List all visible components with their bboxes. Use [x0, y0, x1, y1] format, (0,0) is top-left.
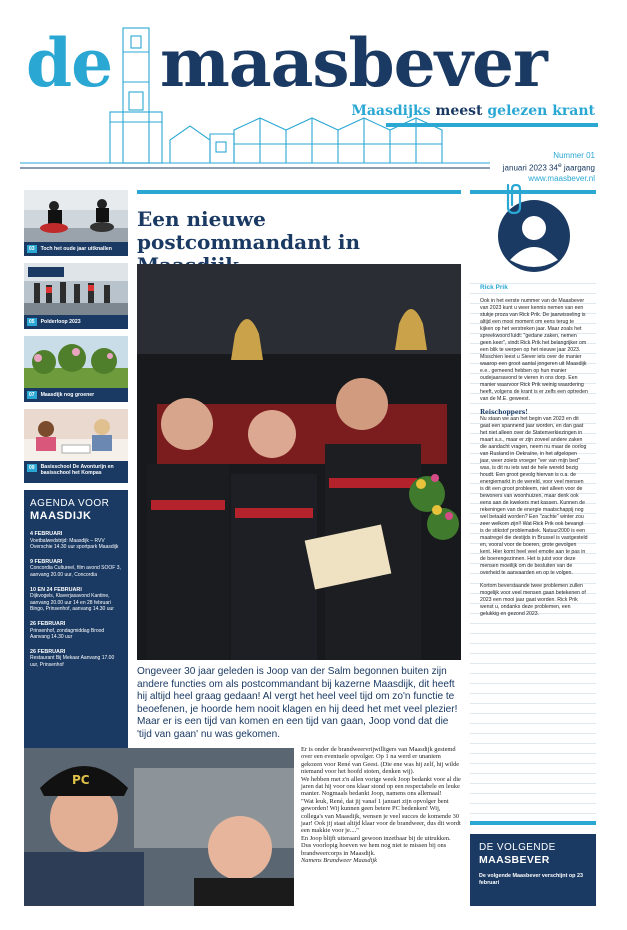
article-lead: Ongeveer 30 jaar geleden is Joop van der Salm begonnen buiten zijn andere functies om als postcommandant bij kazerne Maasdijk, dit heeft hij altijd heel graag gedaan! Al vergt het heel veel tijd om zo'n functie te beoefenen, je hoorde hem nooit klagen en hij deed het met veel plezier! Maar er is een tijd van komen en een tijd van gaan, Joop vond dat die 'tijd van gaan' nu was gekomen.	[137, 666, 458, 740]
column-rick-prik	[470, 190, 596, 825]
main-rule	[137, 190, 461, 194]
column-author: Rick Prik	[480, 284, 508, 291]
thumb-page-number: 05	[29, 319, 35, 325]
title-maasbever: maasbever	[160, 24, 547, 102]
title-de: de	[26, 24, 113, 102]
column-closing: Kortom beverstaande twee problemen zullen mogelijk voor veel mensen gaan betekenen of 2023 een mooi jaar gaat worden. Rick Prik wenst u, ondanks deze problemen, een gelukkig en gezond 2023.	[480, 583, 586, 617]
next-issue-title: DE VOLGENDE MAASBEVER	[479, 842, 556, 866]
column-bottom-rule	[470, 821, 596, 825]
thumb-page-number: 09	[29, 465, 35, 471]
column-intro: Ook in het eerste nummer van de Maasbever van 2023 kunt u weer kennis nemen van een stukje proza van Rick Prik. De jaarwisseling is altijd een mooi moment om eens terug te kijken op het verstreken jaar. Maar zoals het spreekwoord luidt: "gedane zaken, nemen geen keer", vindt Rick Prik het belangrijker om een blik te werpen op het nieuwe jaar 2023. Misschien leest u Siever iets over de manier waarop een groot aantal jongeren uit Maasdijk e.e.. gemeend hebben op hun manier oudejaarsavond te vieren in ons dorp. Een manier waarvoor Rick Prik weinig waardering heeft, volgens de krant is er zelfs een optreden van de M.E. geweest.	[480, 298, 588, 402]
body-paragraph: En Joop blijft uiteraard gewoon inzetbaar bij de uitrukken. Dus voorlopig hoeven we hem nog niet te missen bij ons brandweercorps in Maasdijk.	[301, 834, 451, 857]
tagline-pre: Maasdijks	[351, 103, 431, 119]
agenda-event: 10 EN 24 FEBRUARI Dijkvogels, Klaverjasavond Kantine, aanvang 20.00 uur 14 en 28 februari Bingo, Prinsenhof, aanvang 14.30 uur	[30, 586, 114, 613]
agenda-event: 26 FEBRUARI Prinsenhof, zondagmiddag Brood Aanvang 14.30 uur	[30, 620, 105, 641]
column-body: Nu staan we aan het begin van 2023 en dit gaat een spannend jaar worden, en dan gaat het niet alleen over de Statenverkiezingen in maart a.s., maar er zijn zoveel andere zaken die aandacht vragen, neem nu maar de oorlog van Rusland in Oekraïne, in het afgelopen jaar, weer zoiets vroeger "ver van mijn bed" was, is dit nu iets wat de hele wereld bezig houdt. Een groot gevolg hiervan is o.a. de energiemarkt in de wereld, voor veel mensen is dit een groot probleem, niet alleen voor de bewoners van woonhuizen, maar denk ook eens aan de kwekers met kassen. Kunnen de rekeningen van de energie maatschappij nog wel betaald worden? Een "zachte" winter zou zeer welkom zijn!! Wat Rick Prik ook bevangt is de stikstof problematiek. Natuur2000 is een maatregel die destijds in Brussel is vastgesteld en, vooral voor de boeren, grote gevolgen kent. Hier komt heel veel emotie aan te pas in de boerengezinnen. Het is juist voor deze mensen moeilijk om de besluiten van de overheid te aanvaarden en op te volgen.	[480, 416, 588, 576]
agenda-box	[24, 490, 128, 772]
agenda-event: 4 FEBRUARI Voetbalwedstrijd: Maasdijk – RVV Overschie 14.30 uur sportpark Maasdijk	[30, 531, 119, 551]
body-paragraph: "Wat leuk, René, dat jij vanaf 1 januari zijn opvolger bent geworden! Wij kunnen geen betere PC bedenken! Wij, collega's van Maasdijk, wensen je veel succes de komende 30 jaar! Ook jij staat altijd klaar voor de brandweer, dus dit wordt een makkie voor je...."	[301, 797, 461, 835]
thumb-page-number: 03	[29, 246, 35, 252]
thumb-page-number: 07	[29, 392, 35, 398]
website-link[interactable]: www.maasbever.nl	[528, 173, 595, 183]
masthead	[0, 0, 627, 183]
thumb-image	[24, 190, 128, 242]
article-signature: Namens Brandweer Maasdijk	[301, 857, 377, 865]
article-headline: Een nieuwe postcommandant in	[137, 207, 360, 254]
thumb-label: Toch het oude jaar uitknallen	[40, 246, 112, 252]
thumb-image	[24, 263, 128, 315]
tagline	[351, 103, 595, 119]
agenda-event: 9 FEBRUARI Concordia Cultureel, film avond SOOF 3, aanvang 20.00 uur, Concordia	[30, 558, 121, 578]
thumb-image	[24, 409, 128, 461]
issue-date: januari 2023 34e jaargang	[502, 162, 595, 173]
thumb-label: Basisschool De Avonturijn en basisschool het Kompas	[40, 464, 114, 476]
paperclip-icon	[500, 181, 528, 217]
article-body	[301, 746, 462, 865]
thumb-teaser[interactable]	[24, 190, 128, 256]
agenda-event: 26 FEBRUARI Restaurant Bij Mekaar Aanvang 17.00 uur, Prinsenhof	[30, 648, 115, 668]
tagline-post: gelezen krant	[487, 103, 595, 119]
body-paragraph: Er is onder de brandweervrijwilligers van Maasdijk gestemd over een eventuele opvolger. Op 1 na werd er unaniem gekozen voor René van Geest. (Die ene was hij zelf, hij wilde niemand voor het hoofd stoten, denken wij).	[301, 746, 460, 776]
thumb-label: Maasdijk nog groener	[40, 392, 95, 398]
thumb-teaser[interactable]	[24, 336, 128, 402]
thumb-image	[24, 336, 128, 388]
thumb-label: Polderloop 2023	[40, 319, 81, 325]
article-photo-2	[24, 748, 294, 906]
cap-badge-text: PC	[72, 773, 90, 787]
thumb-teaser[interactable]	[24, 263, 128, 329]
issue-number: Nummer 01	[553, 151, 595, 160]
agenda-title: AGENDA VOOR MAASDIJK	[30, 498, 110, 522]
sidebar	[24, 190, 128, 772]
body-paragraph: We hebben met z'n allen vorige week Joop bedankt voor al die jaren dat hij voor ons klaar stond op een respectabele en leuke manier. Nogmaals bedankt Joop, namens ons allemaal!	[301, 775, 461, 798]
column-text	[480, 298, 588, 618]
thumb-teaser[interactable]	[24, 409, 128, 483]
next-issue-box	[470, 834, 596, 906]
article-photo	[137, 264, 461, 660]
avatar	[470, 194, 596, 276]
masthead-rule	[386, 123, 598, 127]
issue-info	[503, 151, 595, 184]
column-subhead: Reischoppers!	[480, 409, 528, 416]
next-issue-text: De volgende Maasbever verschijnt op 23 februari	[479, 873, 583, 886]
tagline-mid: meest	[435, 103, 483, 119]
